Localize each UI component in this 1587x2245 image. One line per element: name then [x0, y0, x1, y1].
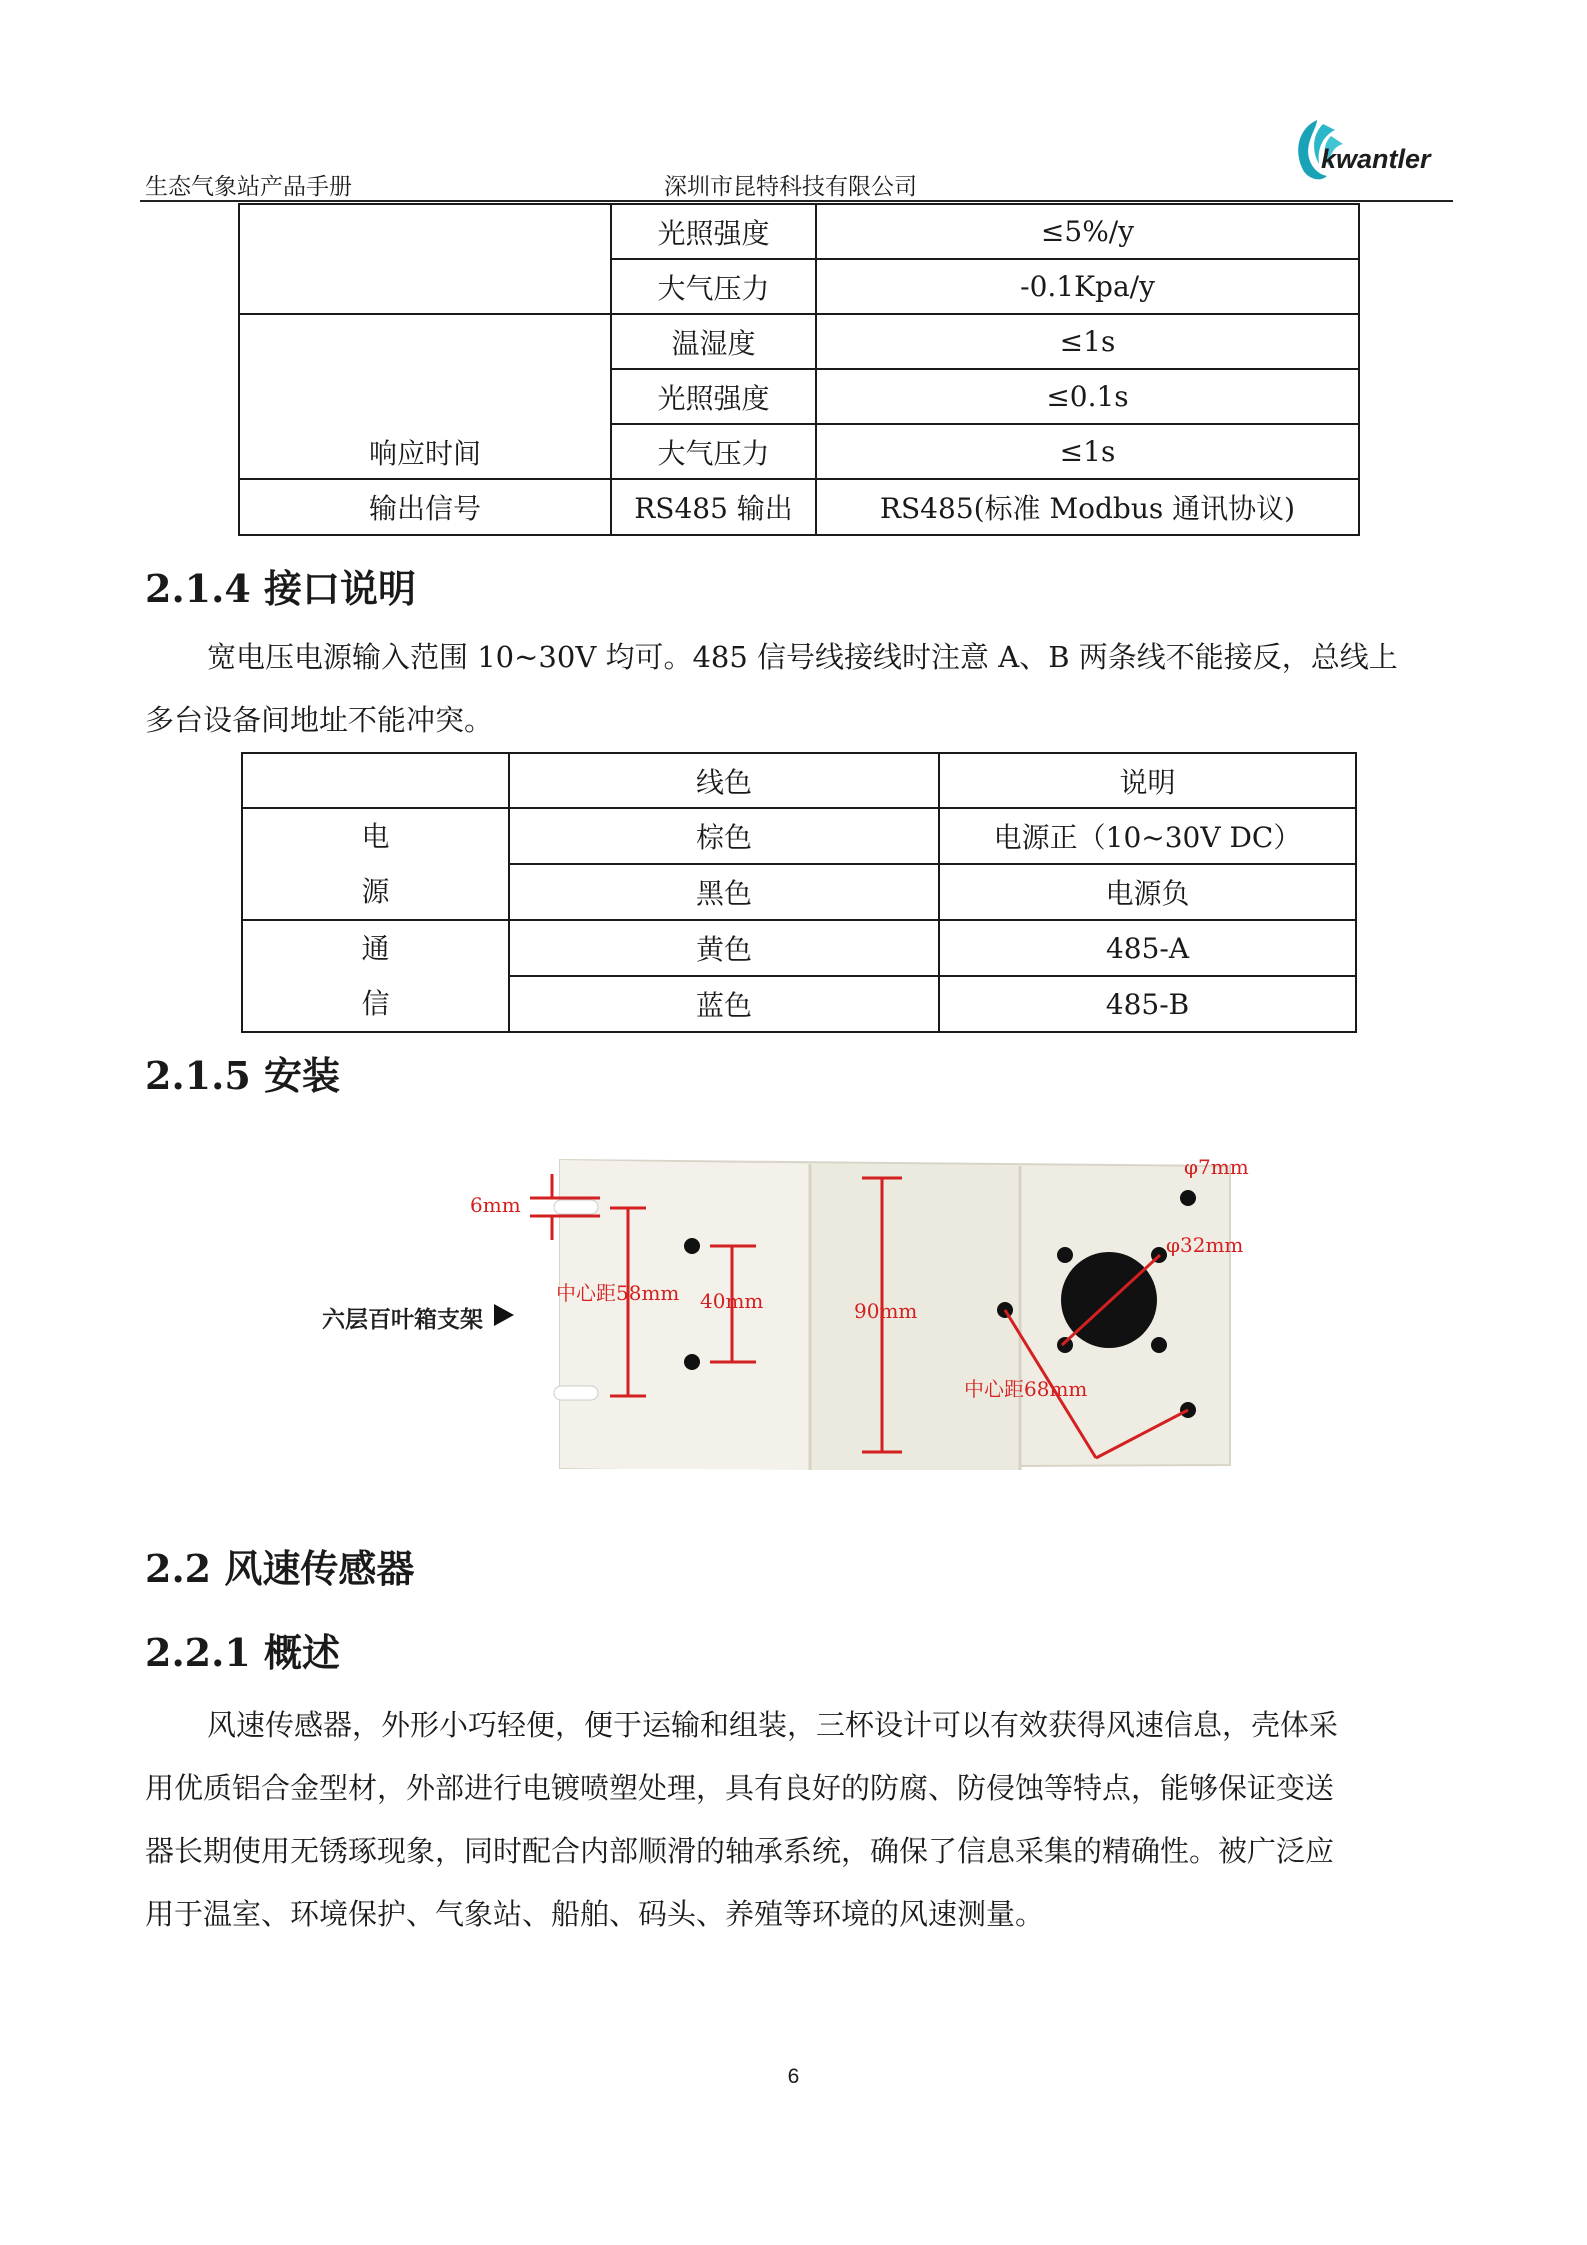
paragraph-line: 用于温室、环境保护、气象站、船舶、码头、养殖等环境的风速测量。	[145, 1897, 1045, 1931]
table-cell: 485-B	[939, 976, 1356, 1032]
group-label-char: 源	[361, 875, 390, 908]
table-row	[239, 479, 1359, 535]
section-heading-2-1-5: 2.1.5 安装	[145, 1053, 341, 1098]
table-cell: RS485 输出	[611, 479, 816, 535]
table-cell: 黄色	[509, 920, 939, 976]
table-cell: ≤5%/y	[816, 204, 1359, 259]
company-logo	[1283, 112, 1458, 184]
dim-center68-label: 中心距68mm	[964, 1377, 1088, 1401]
paragraph-line: 器长期使用无锈琢现象，同时配合内部顺滑的轴承系统，确保了信息采集的精确性。被广泛应	[145, 1834, 1335, 1868]
table-cell: 电源正（10~30V DC）	[939, 808, 1356, 864]
table-cell: 光照强度	[611, 369, 816, 424]
column-header: 线色	[509, 753, 939, 808]
table-cell: -0.1Kpa/y	[816, 259, 1359, 314]
header-rule	[140, 200, 1453, 202]
mount-hole	[684, 1354, 700, 1370]
table-row	[242, 920, 1356, 976]
comm-group-label	[242, 920, 509, 1032]
overview-paragraph	[145, 1694, 1445, 1946]
mount-hole	[1151, 1337, 1167, 1353]
page-number: 6	[787, 2065, 800, 2088]
table-cell: 光照强度	[611, 204, 816, 259]
paragraph-line: 宽电压电源输入范围 10~30V 均可。485 信号线接线时注意 A、B 两条线不能接反，总线上	[207, 640, 1398, 674]
paragraph-line: 多台设备间地址不能冲突。	[145, 703, 494, 737]
column-header: 说明	[939, 753, 1356, 808]
logo-text: kwantler	[1321, 144, 1431, 174]
table-cell: 温湿度	[611, 314, 816, 369]
dim-slot-label: 6mm	[470, 1193, 521, 1217]
wire-table	[241, 752, 1357, 1033]
mount-hole	[1180, 1190, 1196, 1206]
section-heading-2-2-1: 2.2.1 概述	[145, 1630, 341, 1675]
mount-slot	[554, 1200, 598, 1214]
group-label-char: 信	[361, 987, 390, 1020]
mount-hole	[684, 1238, 700, 1254]
table-cell: 电源负	[939, 864, 1356, 920]
section-heading-2-2: 2.2 风速传感器	[145, 1546, 415, 1591]
mount-hole	[1057, 1337, 1073, 1353]
table-cell: ≤1s	[816, 424, 1359, 479]
table-cell: 485-A	[939, 920, 1356, 976]
response-time-label: 响应时间	[239, 314, 611, 479]
header-company: 深圳市昆特科技有限公司	[664, 174, 917, 200]
paragraph-line: 用优质铝合金型材，外部进行电镀喷塑处理，具有良好的防腐、防侵蚀等特点，能够保证变送	[145, 1771, 1335, 1805]
header-doc-title: 生态气象站产品手册	[145, 174, 352, 200]
paragraph-line: 风速传感器，外形小巧轻便，便于运输和组装，三杯设计可以有效获得风速信息，壳体采	[207, 1708, 1339, 1742]
table-cell: 棕色	[509, 808, 939, 864]
table-cell	[239, 204, 611, 314]
table-cell: ≤1s	[816, 314, 1359, 369]
column-header	[242, 753, 509, 808]
dim-90-label: 90mm	[854, 1299, 918, 1323]
table-cell: 蓝色	[509, 976, 939, 1032]
power-group-label	[242, 808, 509, 920]
interface-paragraph	[145, 626, 1445, 752]
table-cell: ≤0.1s	[816, 369, 1359, 424]
table-header-row	[242, 753, 1356, 808]
dim-hole32-label: φ32mm	[1166, 1233, 1244, 1257]
dim-hole7-label: φ7mm	[1184, 1155, 1249, 1179]
spec-table	[238, 203, 1360, 536]
dim-40-label: 40mm	[700, 1289, 764, 1313]
group-label-char: 通	[361, 932, 390, 965]
table-row	[239, 204, 1359, 259]
table-row	[242, 808, 1356, 864]
mount-hole	[1057, 1247, 1073, 1263]
table-cell: 大气压力	[611, 259, 816, 314]
bracket-photo	[460, 1140, 1280, 1510]
bracket-side-label: 六层百叶箱支架	[322, 1306, 483, 1332]
table-cell: 大气压力	[611, 424, 816, 479]
section-heading-2-1-4: 2.1.4 接口说明	[145, 566, 417, 611]
mount-slot	[554, 1386, 598, 1400]
table-cell: RS485(标准 Modbus 通讯协议)	[816, 479, 1359, 535]
dim-center58-label: 中心距58mm	[556, 1281, 680, 1305]
table-row	[239, 314, 1359, 369]
table-cell: 黑色	[509, 864, 939, 920]
group-label-char: 电	[361, 820, 390, 853]
output-signal-label: 输出信号	[239, 479, 611, 535]
